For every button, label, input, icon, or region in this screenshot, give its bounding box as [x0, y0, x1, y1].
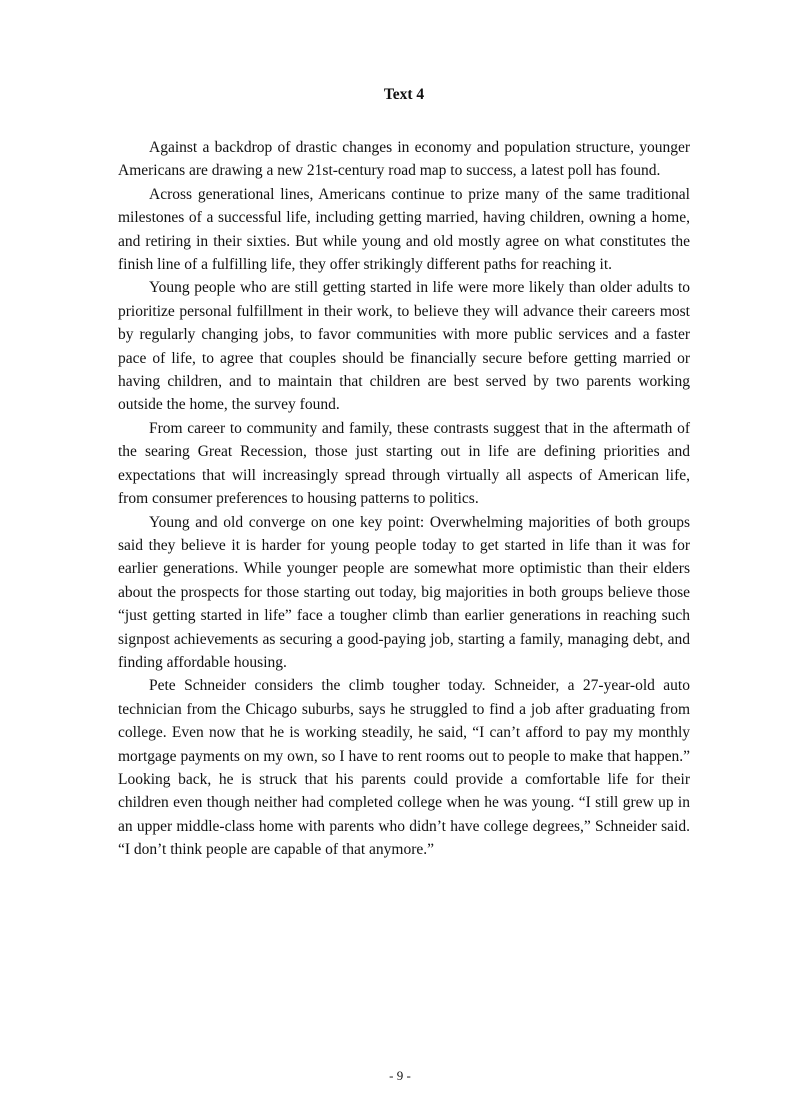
paragraph-1: Against a backdrop of drastic changes in economy and population structure, younger Americans are drawing a new 21st-century road map to success, a latest poll has found. [118, 139, 690, 180]
document-title: Text 4 [383, 86, 425, 103]
document-page [118, 84, 690, 862]
page-number: - 9 - [389, 1068, 411, 1083]
paragraph-5: Young and old converge on one key point: Overwhelming majorities of both groups said they believe it is harder for young people today to get started in life than it was for earlier generations. While younger people are somewhat more optimistic than their elders about the prospects for those starting out today, big majorities in both groups believe those “just getting started in life” face a tougher climb than earlier generations in reaching such signpost achievements as securing a good-paying job, starting a family, managing debt, and finding affordable housing. [118, 513, 690, 671]
paragraph-4: From career to community and family, these contrasts suggest that in the aftermath of the searing Great Recession, those just starting out in life are defining priorities and expectations that will increasingly spread through virtually all aspects of American life, from consumer preferences to housing patterns to politics. [118, 419, 690, 508]
paragraph-2: Across generational lines, Americans continue to prize many of the same traditional milestones of a successful life, including getting married, having children, owning a home, and retiring in their sixties. But while young and old mostly agree on what constitutes the finish line of a fulfilling life, they offer strikingly different paths for reaching it. [118, 185, 690, 274]
paragraph-6: Pete Schneider considers the climb tougher today. Schneider, a 27-year-old auto technician from the Chicago suburbs, says he struggled to find a job after graduating from college. Even now that he is working steadily, he said, “I can’t afford to pay my monthly mortgage payments on my own, so I have to rent rooms out to people to make that happen.” Looking back, he is struck that his parents could provide a comfortable life for their children even though neither had completed college when he was young. “I still grew up in an upper middle-class home with parents who didn’t have college degrees,” Schneider said. “I don’t think people are capable of that anymore.” [118, 677, 690, 859]
paragraph-3: Young people who are still getting started in life were more likely than older adults to prioritize personal fulfillment in their work, to believe they will advance their careers most by regularly changing jobs, to favor communities with more public services and a faster pace of life, to agree that couples should be financially secure before getting married or having children, and to maintain that children are best served by two parents working outside the home, the survey found. [118, 279, 690, 414]
